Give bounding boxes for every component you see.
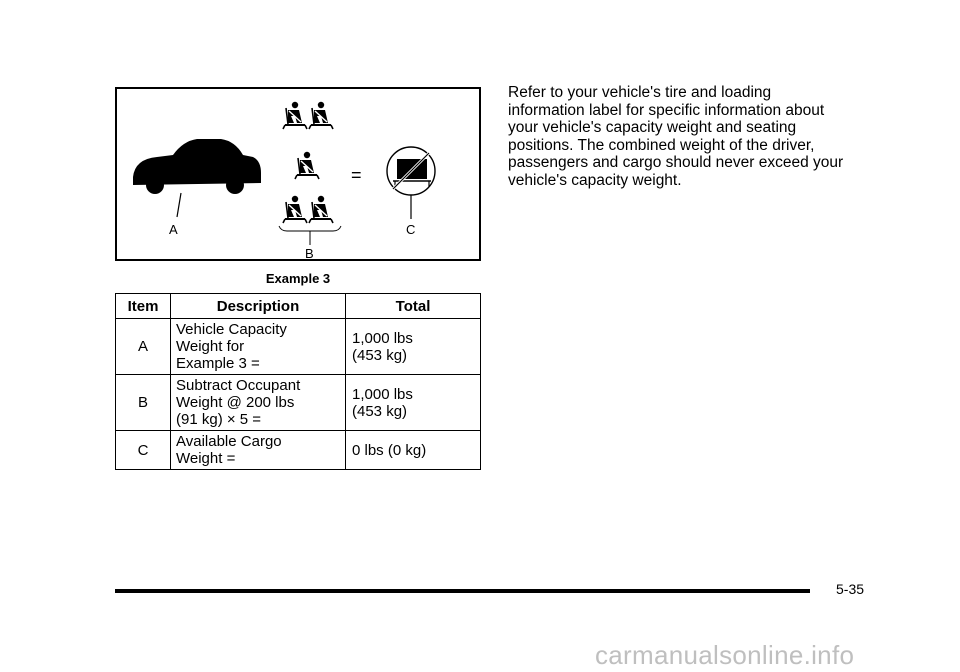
row-description [171,375,346,431]
total-text: 1,000 lbs (453 kg) [352,385,413,420]
seatbelt-occupant-icon [295,152,319,179]
bracket [279,226,341,231]
row-total [346,431,481,470]
table-header-row [116,294,481,319]
label-b: B [305,246,314,261]
description-text: Available Cargo Weight = [176,433,282,467]
seatbelt-occupant-icon [283,196,307,223]
header-description: Description [171,294,346,319]
capacity-table [115,293,481,470]
table-row [116,431,481,470]
equals-symbol: = [351,165,362,185]
row-item: C [116,431,171,470]
body-paragraph: Refer to your vehicle's tire and loading information label for specific information about your vehicle's capacity weight and seating positions. The combined weight of the driver, passengers and cargo should never exceed your vehicle's capacity weight. [508,84,844,189]
header-item: Item [116,294,171,319]
table-row [116,319,481,375]
row-total [346,319,481,375]
header-total: Total [346,294,481,319]
cargo-icon [387,147,435,219]
row-item: A [116,319,171,375]
label-c: C [406,222,416,237]
occupant-icons [279,102,341,245]
figure-illustration [117,89,483,263]
car-icon [133,139,261,217]
row-total [346,375,481,431]
description-text: Subtract Occupant Weight @ 200 lbs (91 kg) × 5 = [176,377,301,428]
footer-rule [115,589,810,593]
row-description [171,319,346,375]
label-a: A [169,222,178,237]
example-figure [115,87,481,261]
total-text: 1,000 lbs (453 kg) [352,329,413,364]
minus-symbol: – [249,161,260,181]
total-text: 0 lbs (0 kg) [352,441,427,459]
table-row [116,375,481,431]
seatbelt-occupant-icon [309,196,333,223]
figure-caption: Example 3 [265,271,331,286]
description-text: Vehicle Capacity Weight for Example 3 = [176,321,287,372]
row-item: B [116,375,171,431]
seatbelt-occupant-icon [309,102,333,129]
row-description [171,431,346,470]
seatbelt-occupant-icon [283,102,307,129]
watermark: carmanualsonline.info [595,640,855,670]
page-number: 5-35 [836,581,865,597]
